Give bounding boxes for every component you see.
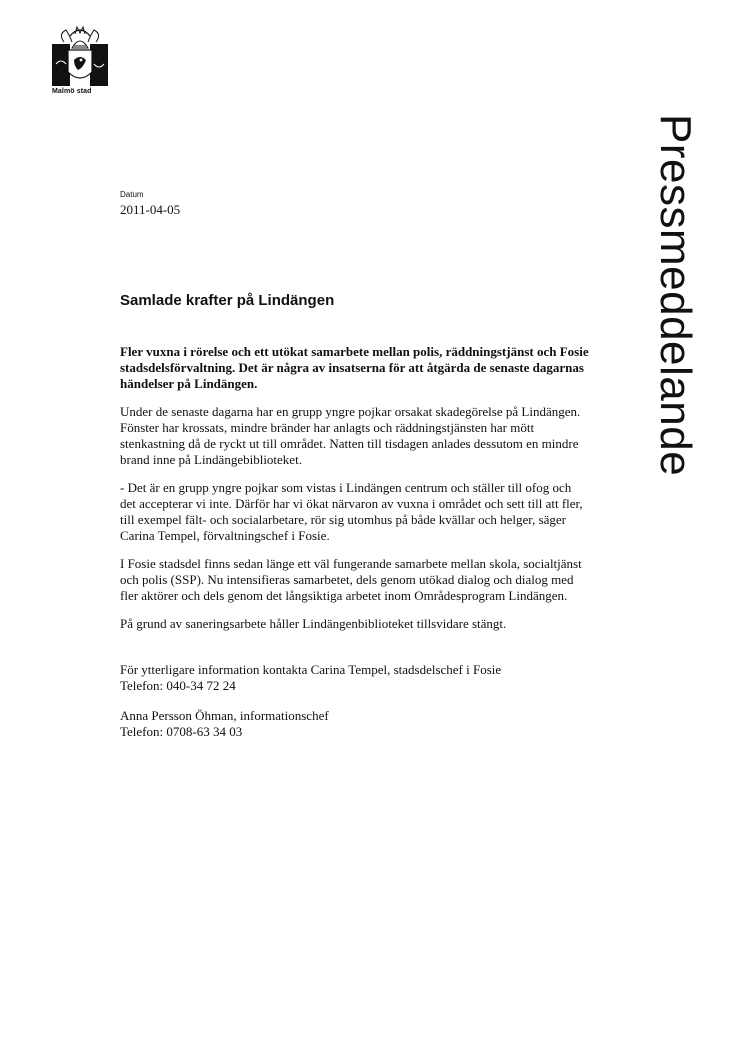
- body-paragraph: - Det är en grupp yngre pojkar som vistas i Lindängen centrum och ställer till ofog och det accepterar vi inte. Därför har vi ökat närvaron av vuxna i området och sett till att fler, till exempel fält- och socialarbetare, rör sig utomhus på både kvällar och helger, säger Carina Tempel, förvaltningschef i Fosie.: [120, 480, 583, 543]
- date-label: Datum: [120, 190, 144, 199]
- org-name: Malmö stad: [52, 88, 92, 95]
- press-release-body: [120, 190, 590, 740]
- contact-line: För ytterligare information kontakta Carina Tempel, stadsdelschef i Fosie: [120, 662, 502, 677]
- contact-line: Anna Persson Öhman, informationschef: [120, 708, 329, 723]
- contact-block: [120, 708, 590, 740]
- coat-of-arms-icon: [50, 24, 110, 88]
- headline: Samlade krafter på Lindängen: [120, 292, 335, 309]
- body-paragraph: I Fosie stadsdel finns sedan länge ett väl fungerande samarbete mellan skola, socialtjänst och polis (SSP). Nu intensifieras samarbetet, dels genom utökad dialog och dialog med fler aktörer och dels genom det långsiktiga arbetet inom Områdesprogram Lindängen.: [120, 556, 582, 603]
- body-paragraph: Under de senaste dagarna har en grupp yngre pojkar orsakat skadegörelse på Lindängen. Fönster har krossats, mindre bränder har anlagts och räddningstjänsten har mött stenkastning då de ryckt ut till området. Natten till tisdagen anlades dessutom en mindre brand inne på Lindängebiblioteket.: [120, 404, 581, 467]
- contact-phone: Telefon: 040-34 72 24: [120, 678, 236, 693]
- document-type-title: Pressmeddelande: [651, 114, 700, 477]
- contact-phone: Telefon: 0708-63 34 03: [120, 724, 243, 739]
- body-paragraph: På grund av saneringsarbete håller Lindängenbiblioteket tillsvidare stängt.: [120, 616, 507, 631]
- date-value: 2011-04-05: [120, 202, 181, 217]
- contact-block: [120, 662, 590, 694]
- lead-paragraph: Fler vuxna i rörelse och ett utökat samarbete mellan polis, räddningstjänst och Fosie stadsdelsförvaltning. Det är några av insatserna för att åtgärda de senaste dagarnas händelser på Lindängen.: [120, 344, 589, 391]
